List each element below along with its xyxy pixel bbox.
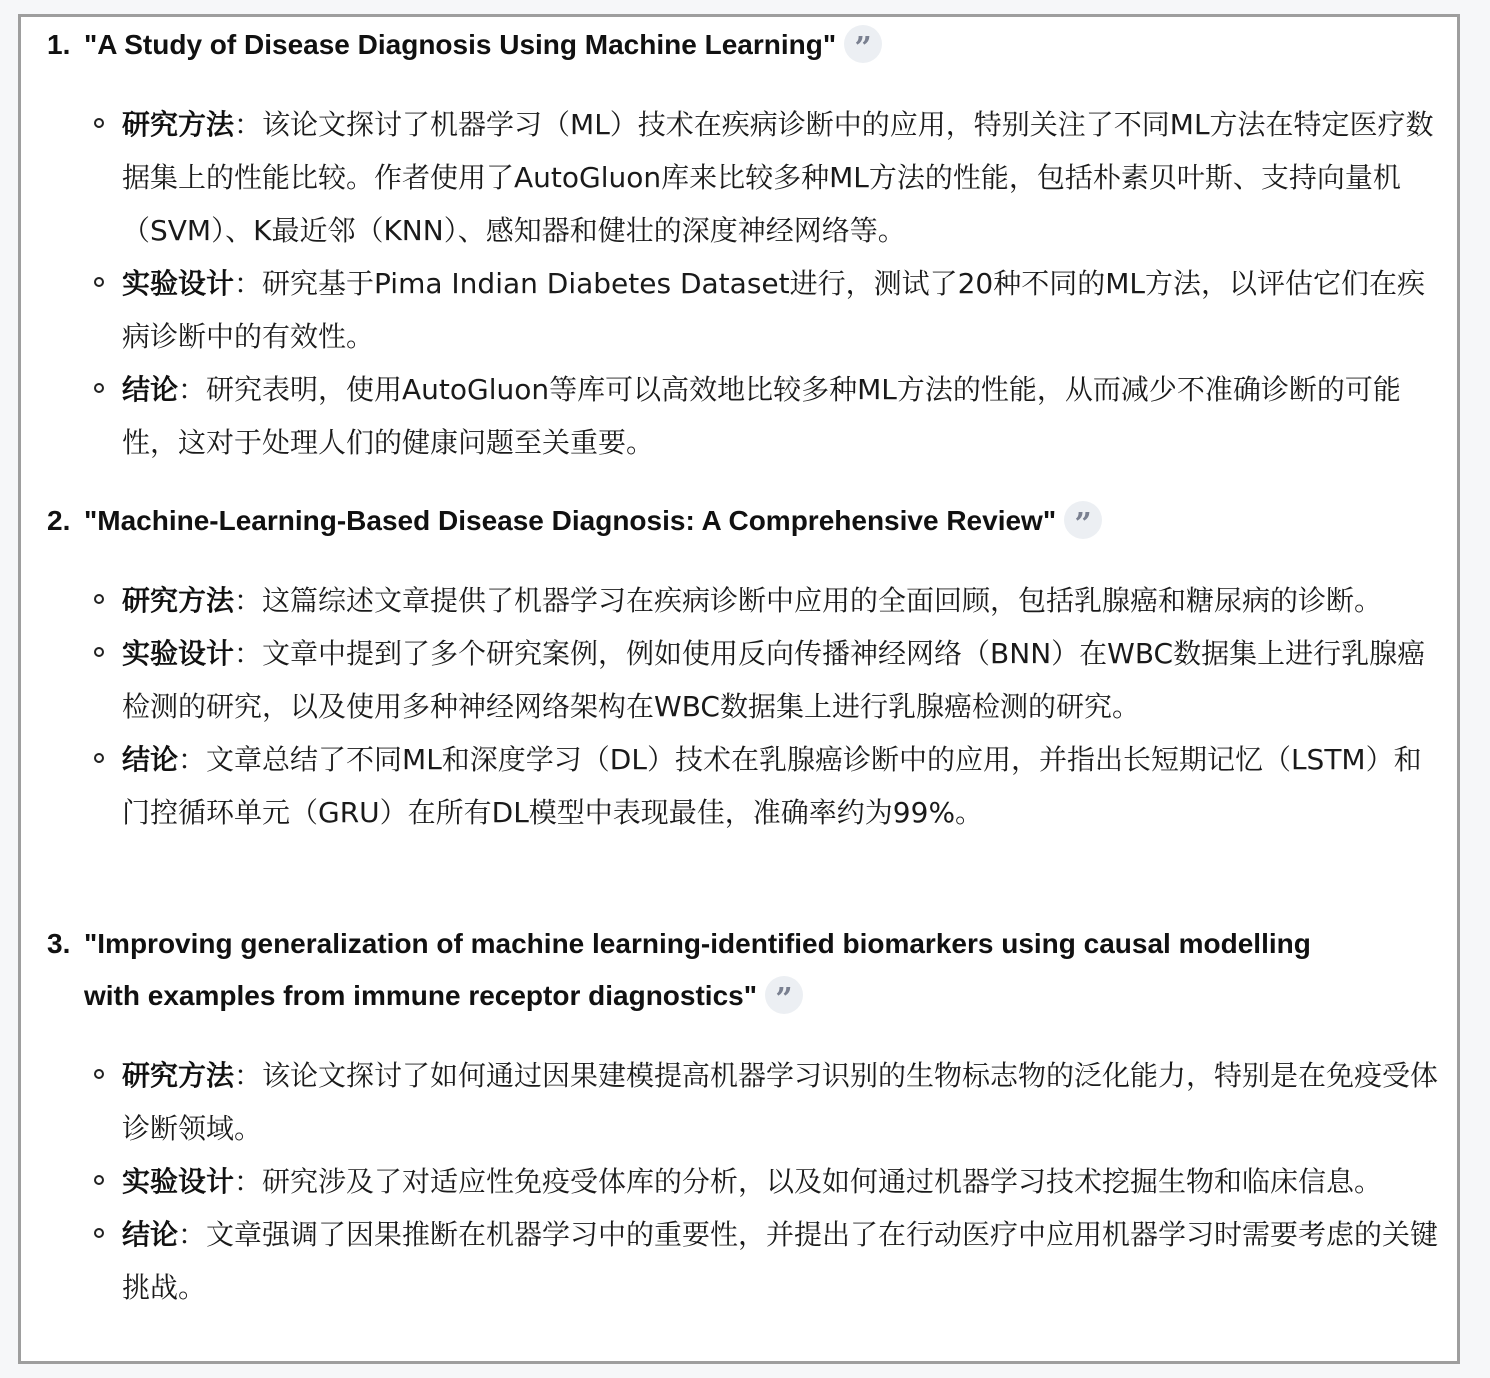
bullet-text: 这篇综述文章提供了机器学习在疾病诊断中应用的全面回顾，包括乳腺癌和糖尿病的诊断。: [262, 584, 1383, 617]
quote-icon[interactable]: ”: [844, 25, 882, 63]
bullet-separator: ：: [234, 108, 263, 141]
bullet-separator: ：: [234, 584, 263, 617]
paper-title: [47, 19, 1374, 71]
paper-title: [47, 495, 1374, 547]
bullet-icon: [94, 1228, 104, 1238]
quote-icon[interactable]: ”: [1064, 501, 1102, 539]
bullet-label: 实验设计: [122, 267, 235, 300]
paper-title: [47, 918, 1374, 1022]
list-item: [122, 98, 1442, 257]
bullet-separator: ：: [178, 743, 207, 776]
paper-details: [21, 98, 1457, 469]
content-frame: [18, 14, 1460, 1364]
bullet-text: 该论文探讨了如何通过因果建模提高机器学习识别的生物标志物的泛化能力，特别是在免疫受体诊断领域。: [122, 1059, 1439, 1145]
bullet-icon: [94, 383, 104, 393]
bullet-label: 结论: [122, 743, 179, 776]
list-item: [122, 1049, 1442, 1155]
bullet-label: 实验设计: [122, 637, 235, 670]
bullet-separator: ：: [234, 1165, 263, 1198]
bullet-text: 文章强调了因果推断在机器学习中的重要性，并提出了在行动医疗中应用机器学习时需要考虑的关键挑战。: [122, 1218, 1439, 1304]
list-item: [122, 1155, 1442, 1208]
list-item: [122, 1208, 1442, 1314]
paper-title-text: "A Study of Disease Diagnosis Using Machine Learning": [84, 29, 837, 60]
bullet-label: 结论: [122, 1218, 179, 1251]
bullet-label: 研究方法: [122, 584, 235, 617]
list-item: [122, 574, 1442, 627]
bullet-text: 研究涉及了对适应性免疫受体库的分析，以及如何通过机器学习技术挖掘生物和临床信息。: [262, 1165, 1383, 1198]
bullet-text: 文章中提到了多个研究案例，例如使用反向传播神经网络（BNN）在WBC数据集上进行乳腺癌检测的研究，以及使用多种神经网络架构在WBC数据集上进行乳腺癌检测的研究。: [122, 637, 1426, 723]
bullet-icon: [94, 277, 104, 287]
bullet-separator: ：: [234, 267, 263, 300]
paper-1: [21, 19, 1457, 469]
paper-details: [21, 574, 1457, 839]
bullet-icon: [94, 753, 104, 763]
bullet-text: 该论文探讨了机器学习（ML）技术在疾病诊断中的应用，特别关注了不同ML方法在特定医疗数据集上的性能比较。作者使用了AutoGluon库来比较多种ML方法的性能，包括朴素贝叶斯、支持向量机（SVM）、K最近邻（KNN）、感知器和健壮的深度神经网络等。: [122, 108, 1434, 247]
paper-title-text: "Improving generalization of machine learning-identified biomarkers using causal modelling with examples from immune receptor diagnostics": [84, 928, 1311, 1011]
bullet-icon: [94, 1175, 104, 1185]
paper-number: 2.: [47, 505, 71, 536]
bullet-label: 研究方法: [122, 108, 235, 141]
bullet-text: 研究基于Pima Indian Diabetes Dataset进行，测试了20种不同的ML方法，以评估它们在疾病诊断中的有效性。: [122, 267, 1426, 353]
bullet-separator: ：: [234, 637, 263, 670]
paper-number: 3.: [47, 928, 71, 959]
paper-2: [21, 495, 1457, 839]
bullet-label: 结论: [122, 373, 179, 406]
bullet-icon: [94, 1069, 104, 1079]
bullet-text: 研究表明，使用AutoGluon等库可以高效地比较多种ML方法的性能，从而减少不准确诊断的可能性，这对于处理人们的健康问题至关重要。: [122, 373, 1401, 459]
list-item: [122, 627, 1442, 733]
bullet-label: 研究方法: [122, 1059, 235, 1092]
bullet-separator: ：: [234, 1059, 263, 1092]
paper-title-text: "Machine-Learning-Based Disease Diagnosis: A Comprehensive Review": [84, 505, 1057, 536]
list-item: [122, 257, 1442, 363]
bullet-icon: [94, 594, 104, 604]
list-item: [122, 733, 1442, 839]
bullet-label: 实验设计: [122, 1165, 235, 1198]
paper-number: 1.: [47, 29, 71, 60]
bullet-separator: ：: [178, 1218, 207, 1251]
bullet-icon: [94, 118, 104, 128]
bullet-text: 文章总结了不同ML和深度学习（DL）技术在乳腺癌诊断中的应用，并指出长短期记忆（LSTM）和门控循环单元（GRU）在所有DL模型中表现最佳，准确率约为99%。: [122, 743, 1422, 829]
bullet-separator: ：: [178, 373, 207, 406]
list-item: [122, 363, 1442, 469]
paper-details: [21, 1049, 1457, 1314]
paper-3: [21, 918, 1457, 1314]
quote-icon[interactable]: ”: [765, 976, 803, 1014]
bullet-icon: [94, 647, 104, 657]
